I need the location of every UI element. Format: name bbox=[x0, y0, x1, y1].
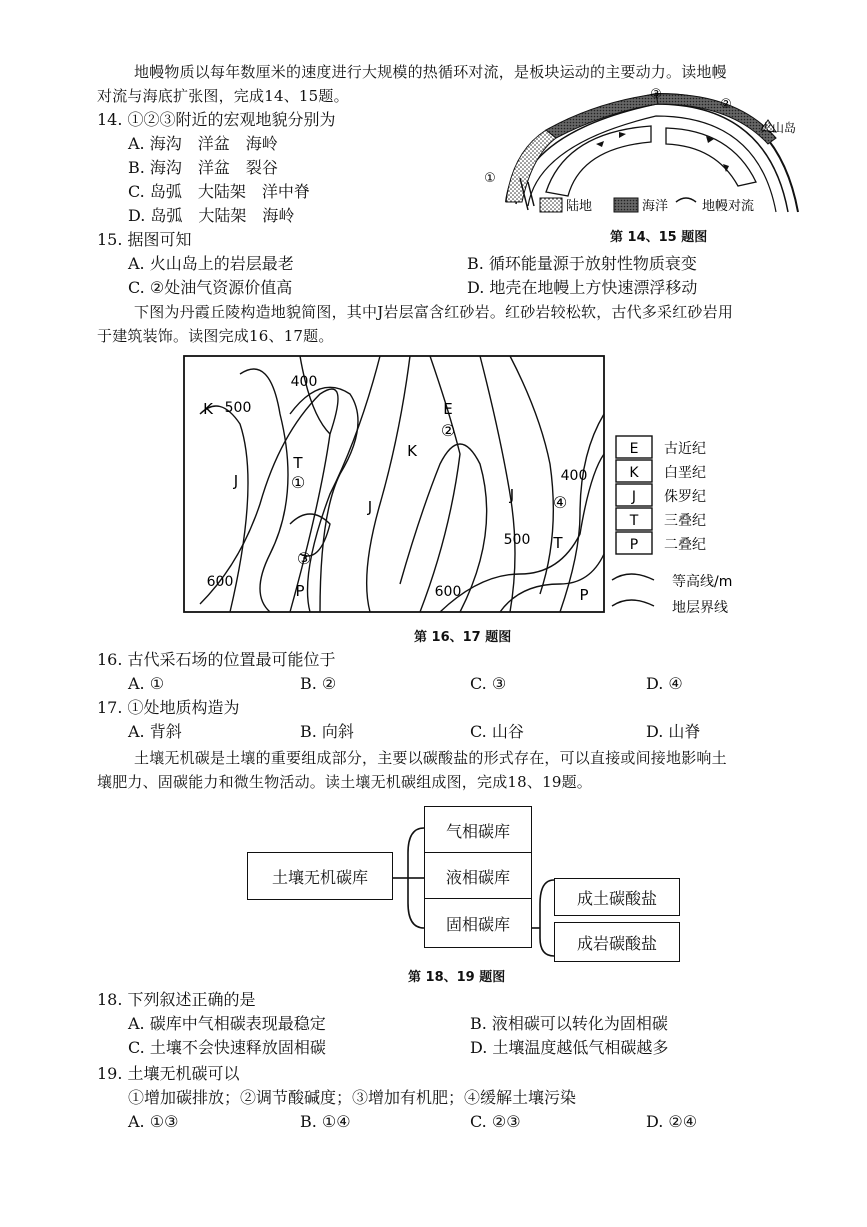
stratum-j-right: J bbox=[509, 486, 515, 504]
legend-code-k: K bbox=[629, 465, 639, 481]
stratum-p-right: P bbox=[579, 586, 589, 604]
contour-label-400-right: 400 bbox=[560, 468, 588, 484]
node-pedogenic-carbonate: 成土碳酸盐 bbox=[554, 878, 680, 916]
mantle-convection-figure bbox=[476, 82, 836, 224]
q17-option-c[interactable]: C. 山谷 bbox=[470, 722, 524, 741]
q15-option-c[interactable]: C. ②处油气资源价值高 bbox=[128, 278, 293, 297]
q14-option-c[interactable]: C. 岛弧 大陆架 洋中脊 bbox=[128, 182, 310, 201]
q19-items: ①增加碳排放；②调节酸碱度；③增加有机肥；④缓解土壤污染 bbox=[128, 1088, 577, 1107]
map-mark-2: ② bbox=[440, 421, 456, 440]
q16-option-d[interactable]: D. ④ bbox=[646, 674, 683, 693]
q17-option-a[interactable]: A. 背斜 bbox=[128, 722, 182, 741]
question-18-stem: 18. 下列叙述正确的是 bbox=[97, 990, 256, 1009]
q16-option-c[interactable]: C. ③ bbox=[470, 674, 507, 693]
geologic-map-figure bbox=[180, 354, 740, 622]
figure-18-19-caption: 第 18、19 题图 bbox=[408, 970, 506, 985]
legend-convection-swatch bbox=[676, 198, 696, 202]
node-lithogenic-carbonate: 成岩碳酸盐 bbox=[554, 922, 680, 962]
figure-14-15-caption: 第 14、15 题图 bbox=[610, 230, 708, 245]
stratum-e: E bbox=[443, 400, 453, 418]
stratum-t-center: T bbox=[293, 454, 303, 472]
node-soil-inorganic-carbon: 土壤无机碳库 bbox=[247, 852, 393, 900]
question-14-stem: 14. ①②③附近的宏观地貌分别为 bbox=[97, 110, 336, 129]
node-gas-carbon: 气相碳库 bbox=[424, 806, 532, 853]
question-19-stem: 19. 土壤无机碳可以 bbox=[97, 1064, 240, 1083]
q19-option-c[interactable]: C. ②③ bbox=[470, 1112, 521, 1131]
q16-option-a[interactable]: A. ① bbox=[128, 674, 165, 693]
intro-18-19-line1: 土壤无机碳是土壤的重要组成部分，主要以碳酸盐的形式存在，可以直接或间接地影响土 bbox=[134, 749, 727, 767]
figure-16-17-caption: 第 16、17 题图 bbox=[414, 630, 512, 645]
q15-option-a[interactable]: A. 火山岛上的岩层最老 bbox=[128, 254, 294, 273]
contour-label-400-top: 400 bbox=[290, 374, 318, 390]
legend-name-e: 古近纪 bbox=[664, 441, 706, 457]
q18-option-a[interactable]: A. 碳库中气相碳表现最稳定 bbox=[128, 1014, 326, 1033]
q19-option-b[interactable]: B. ①④ bbox=[300, 1112, 351, 1131]
q16-option-b[interactable]: B. ② bbox=[300, 674, 337, 693]
legend-name-k: 白垩纪 bbox=[664, 465, 706, 481]
q19-option-a[interactable]: A. ①③ bbox=[128, 1112, 179, 1131]
contour-label-600-mid: 600 bbox=[434, 584, 462, 600]
legend-land-label: 陆地 bbox=[566, 199, 593, 214]
intro-14-15-line2: 对流与海底扩张图，完成14、15题。 bbox=[97, 87, 349, 105]
q14-option-a[interactable]: A. 海沟 洋盆 海岭 bbox=[128, 134, 278, 153]
question-17-stem: 17. ①处地质构造为 bbox=[97, 698, 240, 717]
label-volcanic-island: 火山岛 bbox=[760, 121, 797, 135]
q19-option-d[interactable]: D. ②④ bbox=[646, 1112, 698, 1131]
q17-option-b[interactable]: B. 向斜 bbox=[300, 722, 354, 741]
q18-option-c[interactable]: C. 土壤不会快速释放固相碳 bbox=[128, 1038, 326, 1057]
legend-code-p: P bbox=[629, 537, 639, 553]
stratum-j-center: J bbox=[367, 498, 373, 516]
q18-option-b[interactable]: B. 液相碳可以转化为固相碳 bbox=[470, 1014, 668, 1033]
q15-option-d[interactable]: D. 地壳在地幔上方快速漂浮移动 bbox=[467, 278, 698, 297]
legend-ocean-swatch bbox=[614, 198, 638, 212]
q17-option-d[interactable]: D. 山脊 bbox=[646, 722, 701, 741]
stratum-j-left: J bbox=[233, 472, 239, 490]
map-mark-3: ③ bbox=[296, 549, 312, 568]
mark-1: ① bbox=[484, 171, 496, 186]
legend-code-e: E bbox=[629, 441, 639, 457]
legend-ocean-label: 海洋 bbox=[642, 199, 669, 214]
stratum-k-left: K bbox=[203, 400, 213, 418]
map-mark-1: ① bbox=[290, 473, 306, 492]
legend-convection-label: 地幔对流 bbox=[702, 199, 755, 214]
contour-label-500-left: 500 bbox=[224, 400, 252, 416]
legend-code-t: T bbox=[629, 513, 639, 529]
node-liquid-carbon: 液相碳库 bbox=[424, 852, 532, 899]
mark-3: ③ bbox=[650, 87, 662, 102]
map-legend bbox=[612, 436, 732, 616]
legend-land-swatch bbox=[540, 198, 562, 212]
contour-label-600-left: 600 bbox=[206, 574, 234, 590]
q15-option-b[interactable]: B. 循环能量源于放射性物质衰变 bbox=[467, 254, 697, 273]
stratum-k-center: K bbox=[407, 442, 417, 460]
question-16-stem: 16. 古代采石场的位置最可能位于 bbox=[97, 650, 336, 669]
intro-18-19-line2: 壤肥力、固碳能力和微生物活动。读土壤无机碳组成图，完成18、19题。 bbox=[97, 773, 592, 791]
q14-option-d[interactable]: D. 岛弧 大陆架 海岭 bbox=[128, 206, 295, 225]
legend-contour-label: 等高线/m bbox=[672, 574, 733, 590]
q14-option-b[interactable]: B. 海沟 洋盆 裂谷 bbox=[128, 158, 278, 177]
stratum-t-right: T bbox=[553, 534, 563, 552]
stratum-p-center: P bbox=[295, 582, 305, 600]
mark-2: ② bbox=[720, 97, 732, 112]
node-solid-carbon: 固相碳库 bbox=[424, 898, 532, 948]
q18-option-d[interactable]: D. 土壤温度越低气相碳越多 bbox=[470, 1038, 669, 1057]
contour-label-500-right: 500 bbox=[503, 532, 531, 548]
ocean-area bbox=[546, 94, 658, 138]
intro-14-15-line1: 地幔物质以每年数厘米的速度进行大规模的热循环对流，是板块运动的主要动力。读地幔 bbox=[134, 63, 727, 81]
question-15-stem: 15. 据图可知 bbox=[97, 230, 192, 249]
legend-name-p: 二叠纪 bbox=[664, 537, 706, 553]
intro-16-17-line1: 下图为丹霞丘陵构造地貌简图，其中J岩层富含红砂岩。红砂岩较松软，古代多采红砂岩用 bbox=[134, 303, 734, 321]
intro-16-17-line2: 于建筑装饰。读图完成16、17题。 bbox=[97, 327, 334, 345]
legend-name-t: 三叠纪 bbox=[664, 513, 706, 529]
legend-name-j: 侏罗纪 bbox=[664, 489, 706, 505]
legend-boundary-label: 地层界线 bbox=[672, 600, 728, 616]
map-mark-4: ④ bbox=[552, 493, 568, 512]
legend-code-j: J bbox=[631, 489, 637, 505]
